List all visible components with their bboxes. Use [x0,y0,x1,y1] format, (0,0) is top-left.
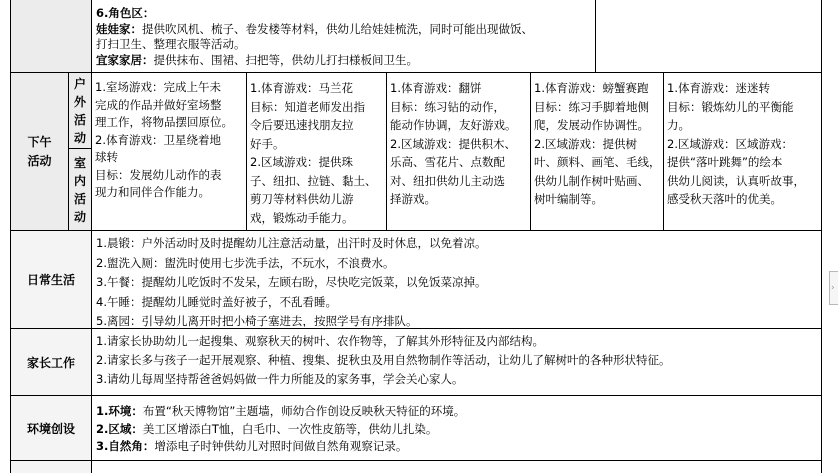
col-line: 1.体育游戏：马兰花 [250,81,353,95]
row-divider-daily [10,328,822,329]
col-line: 完成的作品并做好室场整 [95,97,222,112]
col-line: 目标：发展幼儿动作的表 [95,167,222,182]
environment-item [96,421,816,439]
col-line: 爬，发展动作协调性。 [534,118,649,132]
environment-key: 3.自然角： [96,439,155,453]
role-text: 提供抹布、围裙、扫把等，供幼儿打扫様板间卫生。 [153,52,418,67]
col-line: 戏，锻炼动手能力。 [250,210,354,225]
daily-life-label [11,231,91,328]
indoor-label [69,149,91,230]
col-line: 现力和同伴合作能力。 [95,185,210,199]
col-line: 感受秋天落叶的优美。 [667,192,782,206]
col-line: 力。 [667,118,690,132]
col-line: 提供“落叶跳舞”的绘本 [667,155,783,169]
chevron-right-icon: › [831,283,835,293]
outdoor-label [69,73,91,148]
environment-text: 增添电子时钟供幼儿对照时间做自然角观察记录。 [154,439,408,453]
col-line: 2.区域游戏：提供树 [534,136,637,151]
col-line: 1.室场游戏：完成上午未 [95,80,221,94]
role-item [96,53,592,69]
parents-line: 3.请幼儿每周坚持帮爸爸妈妈做一件力所能及的家务事，学会关心家人。 [96,372,464,386]
top-label-cell [11,0,91,72]
afternoon-col-3 [390,79,529,229]
col-line: 目标：练习钻的动作， [390,99,505,114]
role-text-cont: 打扫卫生、整理衣服等活动。 [96,37,246,51]
outdoor-label-text: 户外活动 [73,76,86,145]
col-line: 子、纽扣、拉链、黏土、 [250,173,377,188]
afternoon-col-4 [534,79,662,229]
parents-label [11,329,91,395]
col-line: 能动作协调，友好游戏。 [390,118,517,132]
role-area-title: 6.角色区： [96,6,155,20]
environment-content [96,403,816,459]
daily-life-line: 4.午睡：提醒幼儿睡觉时盖好被子，不乱看睡。 [96,294,337,309]
col-line: 供幼儿制作树叶贴画、 [534,173,649,188]
role-label: 娃娃家： [96,21,142,36]
row-divider-env [10,460,822,461]
col-line: 1.体育游戏：螃蟹赛跑 [534,81,649,95]
environment-text: 布置“秋天博物馆”主题墙，师幼合作创设反映秋天特征的环境。 [142,404,466,418]
daily-life-line: 2.盥洗入厕：盥洗时使用七步洗手法，不玩水，不浪费水。 [96,255,395,270]
col-line: 1.体育游戏：迷迷转 [667,81,770,95]
top-right-divider [595,0,596,72]
col-line: 乐高、雪花片、点数配 [390,155,505,169]
indoor-label-text: 室内活动 [73,155,86,224]
col-divider-1 [246,73,247,230]
col-line: 目标：知道老师发出指 [250,99,365,114]
afternoon-col-2 [250,79,385,229]
col-line: 树叶编制等。 [534,192,603,206]
row-divider-afternoon [10,230,822,231]
right-border [821,0,822,473]
col-line: 供幼儿阅读，认真听故事， [667,173,805,188]
col-divider-4 [663,73,664,230]
col-divider-3 [530,73,531,230]
col-line: 球转 [95,150,118,164]
parents-line: 1.请家长协助幼儿一起搜集、观察秋天的树叶、农作物等，了解其外形特征及内部结构。 [96,334,544,348]
environment-text: 美工区增添白T恤，白毛巾、一次性皮筋等，供幼儿扎染。 [142,421,438,436]
daily-life-line: 5.离园：引导幼儿离开时把小椅子塞进去，按照学号有序排队。 [96,314,418,327]
daily-life-content [96,234,816,327]
col-line: 目标：练习手脚着地侧 [534,99,649,114]
col-line: 目标：锻炼幼儿的平衡能 [667,99,794,114]
col-line: 令后要迅速找朋友拉 [250,118,354,132]
col-line: 2.区域游戏：区域游戏： [667,136,793,151]
role-item [96,22,592,38]
environment-label-text: 环境创设 [26,421,75,436]
parents-content [96,332,816,394]
col-line: 理工作，将物品摆回原位。 [95,115,233,129]
role-label: 宜家家居： [96,52,154,67]
col-divider-2 [386,73,387,230]
parents-line: 2.请家长多与孩子一起开展观察、种植、搜集、捉秋虫及用自然物制作等活动，让幼儿了解树叶的各种形状特征。 [96,353,671,367]
label-divider [91,0,92,473]
side-scroll-tab[interactable] [829,271,838,305]
col-line: 择游戏。 [390,192,436,206]
next-row-label-cell [11,461,91,473]
environment-label [11,396,91,460]
col-line: 好手。 [250,136,285,151]
afternoon-label-text: 下午活动 [27,134,52,168]
row-divider-top [10,72,822,73]
afternoon-col-1 [95,79,245,229]
role-text: 提供吹风机、梳子、卷发楼等材料，供幼儿给娃娃梳洗，同时可能出现做饭、 [142,21,533,36]
col-line: 1.体育游戏：翻饼 [390,81,482,95]
col-line: 2.区域游戏：提供珠 [250,155,353,169]
parents-label-text: 家长工作 [26,355,75,370]
col-line: 剪刀等材料供幼儿游 [250,192,354,206]
role-area-block [96,6,592,70]
col-line: 叶、颜料、画笔、毛线， [534,155,661,169]
daily-life-line: 3.午餐：提醒幼儿吃饭时不发呆，左顾右盼，尽快吃完饭菜，以免饭菜凉掉。 [96,275,487,289]
daily-life-line: 1.晨锻：户外活动时及时提醒幼儿注意活动量，出汗时及时休息，以免着凉。 [96,236,487,250]
environment-key: 1.环境： [96,404,143,418]
environment-item [96,403,816,421]
col-line: 2.区域游戏：提供积木、 [390,136,516,151]
col-line: 对、纽扣供幼儿主动选 [390,173,505,188]
afternoon-col-5 [667,79,820,229]
afternoon-label [11,73,68,230]
row-divider-parents [10,395,822,396]
col-line: 2.体育游戏：卫星绕着地 [95,132,221,147]
daily-life-label-text: 日常生活 [26,273,75,287]
environment-item [96,438,816,456]
environment-key: 2.区域： [96,421,143,436]
